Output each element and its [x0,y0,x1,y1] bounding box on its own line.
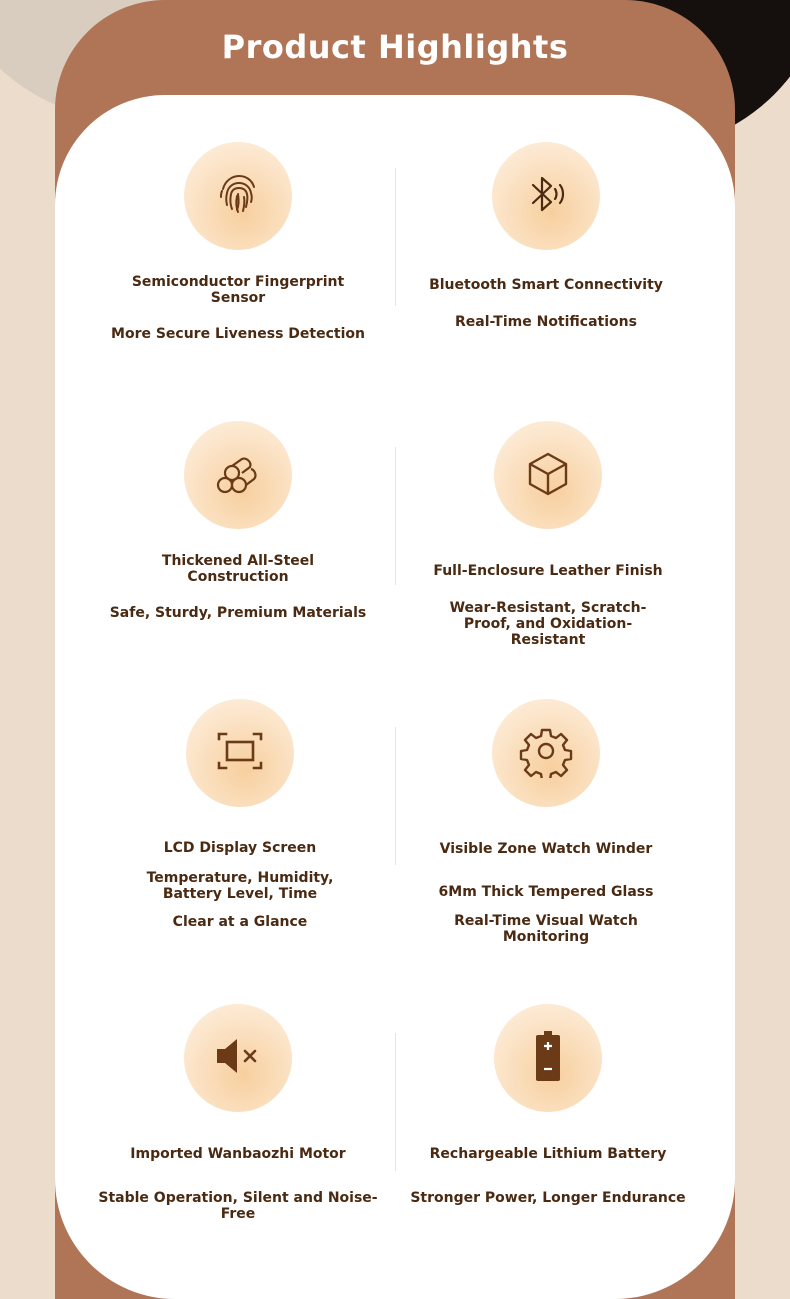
feature-heading: Full-Enclosure Leather Finish [433,563,663,579]
feature-detail: Clear at a Glance [172,914,308,930]
feature-heading: Bluetooth Smart Connectivity [429,277,663,293]
icon-badge [494,1004,602,1112]
feature-detail: Temperature, Humidity, Battery Level, Time [146,870,334,902]
icon-badge [186,699,294,807]
gear-icon [519,724,573,782]
cube-icon [521,446,575,504]
feature-motor [88,1004,388,1222]
feature-winder [396,699,696,945]
row-divider [395,1033,396,1171]
feature-lcd [90,699,390,930]
feature-detail: Stronger Power, Longer Endurance [410,1190,686,1206]
battery-icon [521,1029,575,1087]
feature-heading: Visible Zone Watch Winder [439,841,653,857]
feature-detail: More Secure Liveness Detection [111,326,365,342]
icon-badge [184,142,292,250]
bluetooth-icon [519,167,573,225]
feature-detail: Stable Operation, Silent and Noise-Free [98,1190,378,1222]
feature-detail: Real-Time Notifications [455,314,637,330]
page-title: Product Highlights [221,28,569,66]
mute-speaker-icon [211,1029,265,1087]
feature-heading: Rechargeable Lithium Battery [429,1146,667,1162]
feature-fingerprint [88,142,388,342]
feature-steel [88,421,388,621]
row-divider [395,447,396,585]
feature-detail: Real-Time Visual Watch Monitoring [454,913,638,945]
icon-badge [184,1004,292,1112]
feature-bluetooth [396,142,696,330]
steel-bars-icon [211,446,265,504]
feature-battery [398,1004,698,1206]
feature-heading: Imported Wanbaozhi Motor [130,1146,346,1162]
feature-heading: Semiconductor Fingerprint Sensor [131,274,345,306]
icon-badge [494,421,602,529]
feature-heading: LCD Display Screen [163,840,317,856]
fingerprint-icon [211,167,265,225]
feature-detail: Wear-Resistant, Scratch-Proof, and Oxidation-Resistant [449,600,647,648]
icon-badge [492,142,600,250]
feature-detail: 6Mm Thick Tempered Glass [438,884,654,900]
feature-detail: Safe, Sturdy, Premium Materials [109,605,367,621]
icon-badge [184,421,292,529]
feature-heading: Thickened All-Steel Construction [161,553,315,585]
feature-leather [398,421,698,648]
icon-badge [492,699,600,807]
display-screen-icon [213,724,267,782]
